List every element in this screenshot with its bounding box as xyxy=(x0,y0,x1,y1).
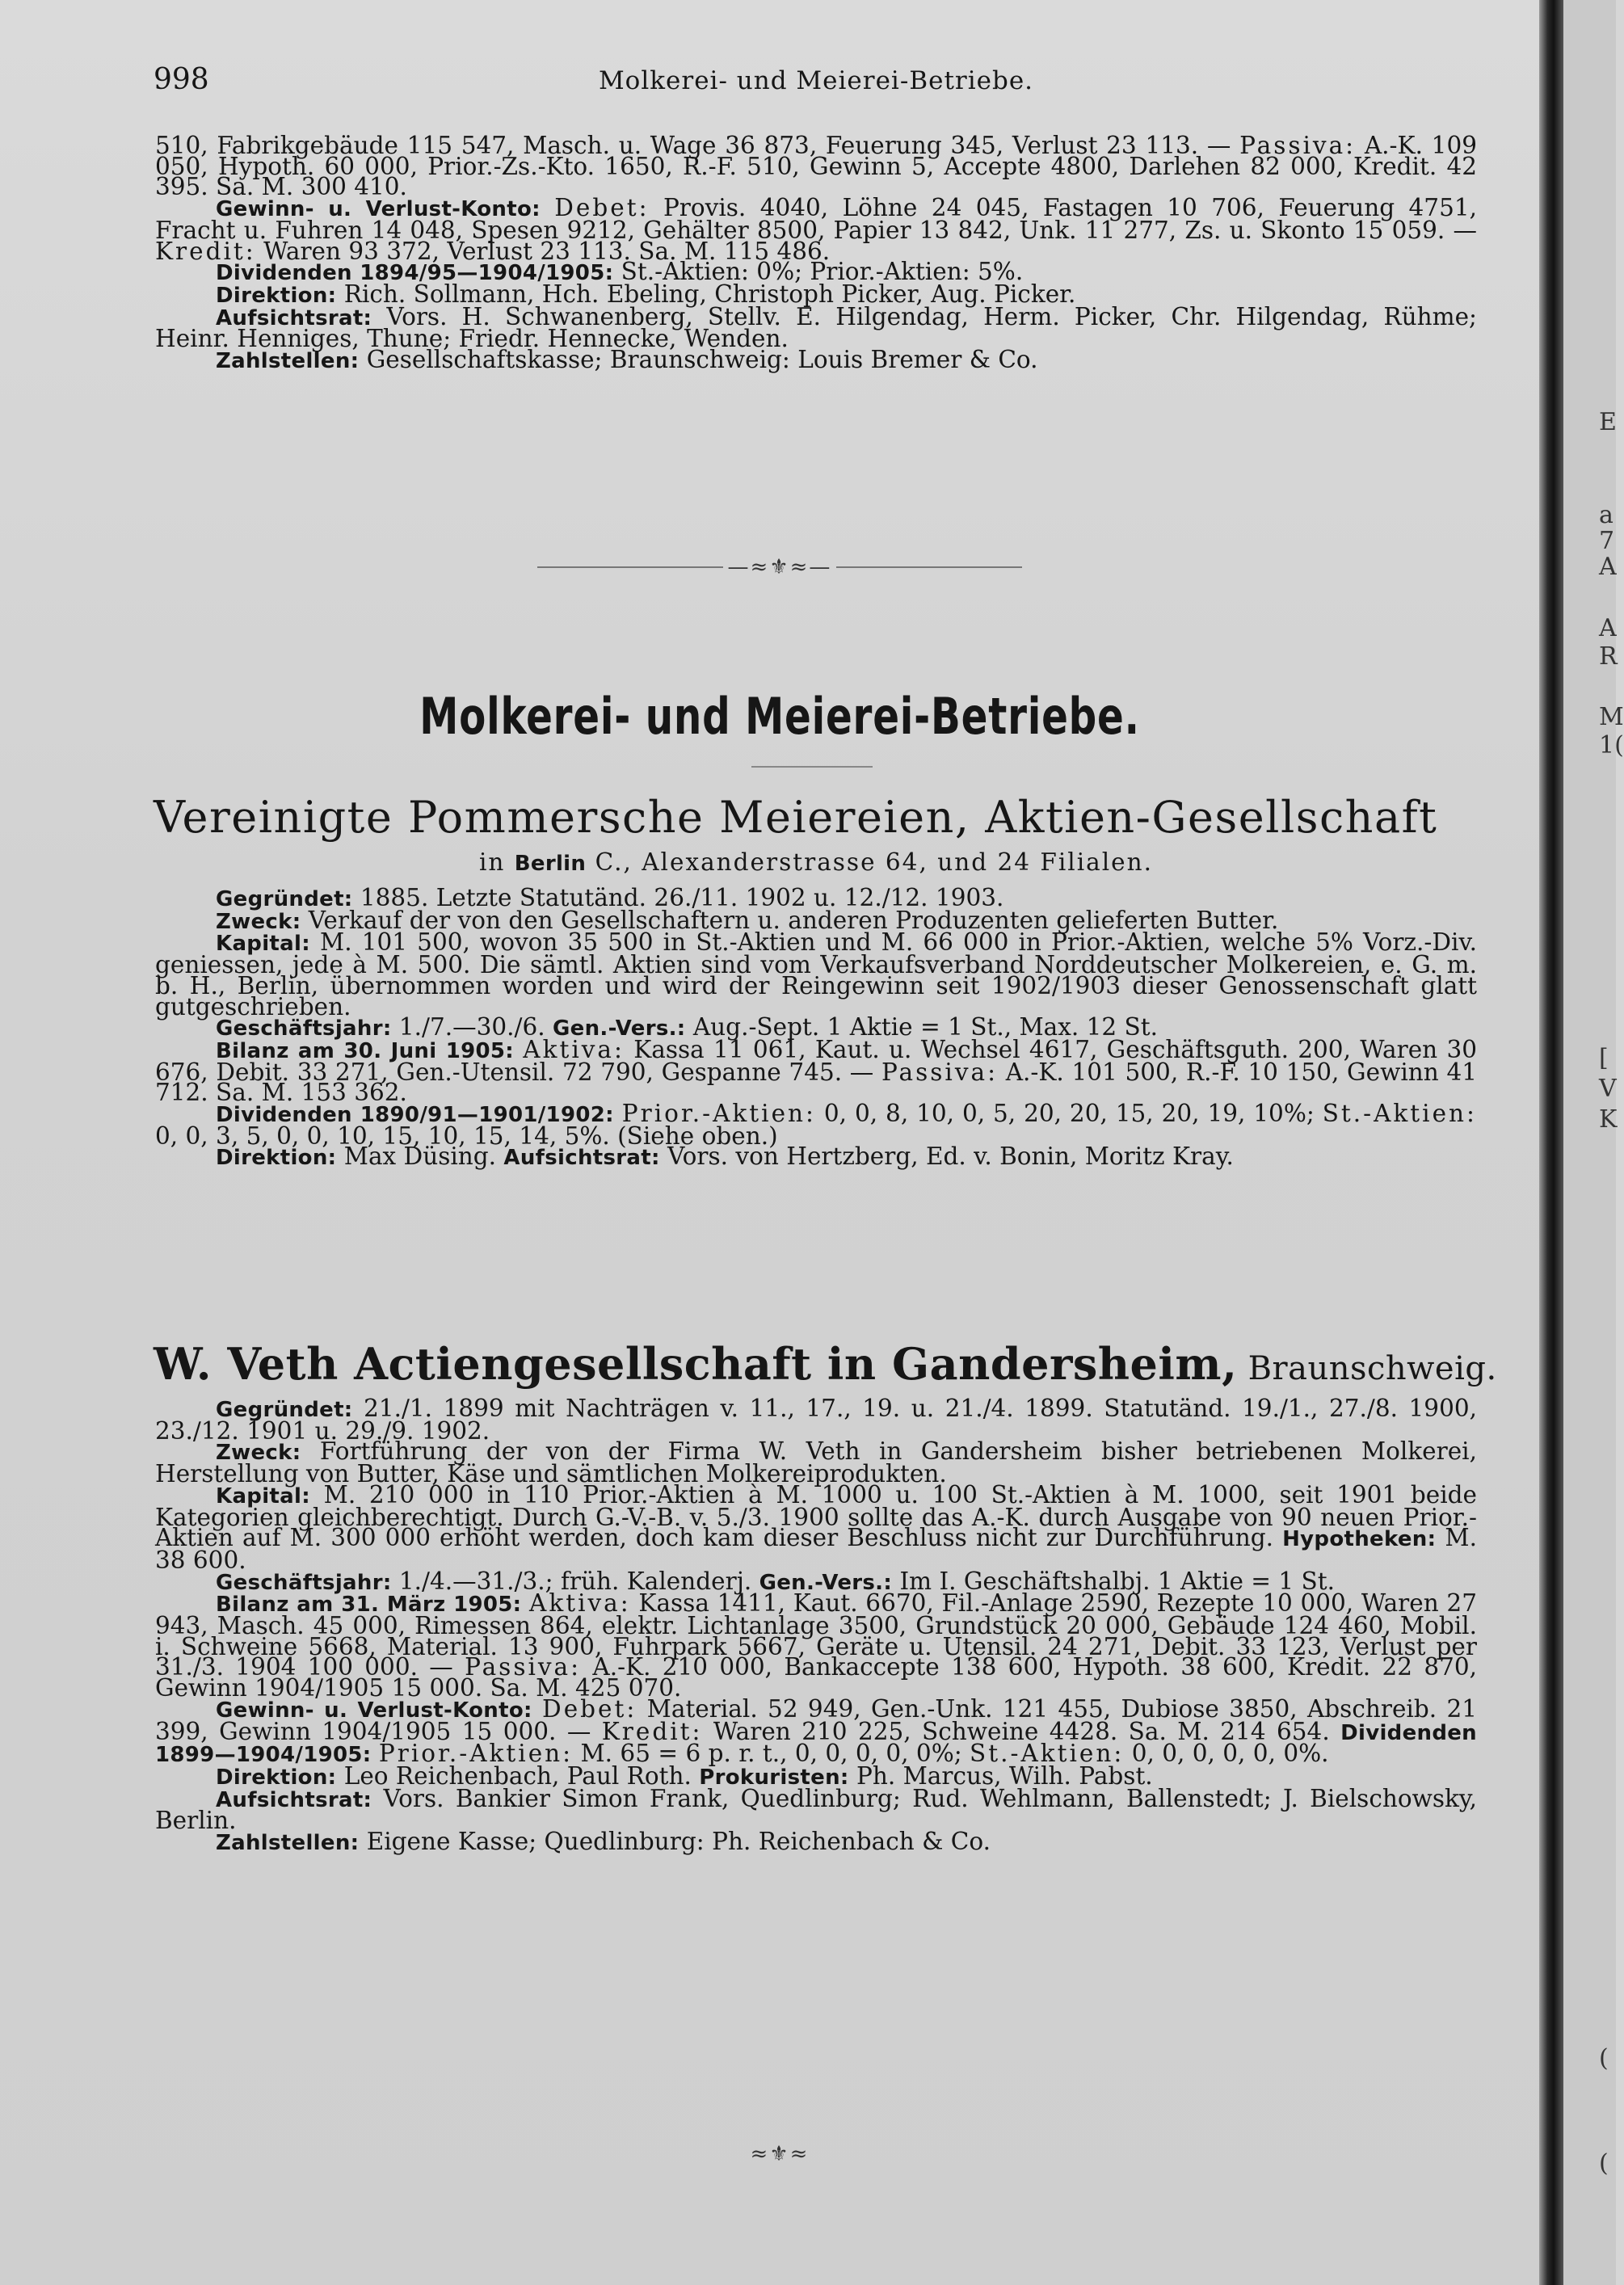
company-1-geschaeftsjahr: Geschäftsjahr: 1./7.—30./6. Gen.-Vers.: Aug.-Sept. 1 Aktie = 1 St., Max. 12 St. xyxy=(216,1013,1158,1042)
top-entry-dividends: Dividenden 1894/95—1904/1905: St.-Aktien: 0%; Prior.-Aktien: 5%. xyxy=(216,258,1024,286)
company-2-direktion: Direktion: Leo Reichenbach, Paul Roth. Prokuristen: Ph. Marcus, Wilh. Pabst. xyxy=(216,1761,1153,1790)
section-rule xyxy=(751,766,873,768)
company-1-direktion: Direktion: Max Düsing. Aufsichtsrat: Vors. von Hertzberg, Ed. v. Bonin, Moritz Kray. xyxy=(216,1142,1234,1171)
ornament-glyph: —≈⚜≈— xyxy=(727,555,832,579)
book-gutter xyxy=(1539,0,1563,2285)
company-2-zahlstellen: Zahlstellen: Eigene Kasse; Quedlinburg: Ph. Reichenbach & Co. xyxy=(216,1828,991,1856)
edge-letter: 1( xyxy=(1599,731,1624,760)
company-2-zweck: Zweck: Fortführung der von der Firma W. Veth in Gandersheim bisher betriebenen Molkerei, Herstellung von Butter, Käse und sämtlichen Molkereiprodukten. xyxy=(155,1437,1477,1488)
company-2-aufsichtsrat: Aufsichtsrat: Vors. Bankier Simon Frank, Quedlinburg; Rud. Wehlmann, Ballenstedt; J. Bielschowsky, Berlin. xyxy=(155,1784,1477,1835)
edge-letter: V xyxy=(1599,1075,1617,1103)
company-2-title: W. Veth Actiengesellschaft in Gandersheim, Braunschweig. xyxy=(154,1338,1497,1390)
page-number: 998 xyxy=(154,63,209,96)
bottom-ornament xyxy=(0,2141,1559,2166)
top-entry-balance: 510, Fabrikgebäude 115 547, Masch. u. Wage 36 873, Feuerung 345, Verlust 23 113. — Passiva: A.-K. 109 050, Hypoth. 60 000, Prior.-Zs.-Kto. 1650, R.-F. 510, Gewinn 5, Accepte 4800, Darlehen 82 000, Kredit. 42 395. Sa. M. 300 410. xyxy=(155,132,1477,201)
company-1-gegruendet: Gegründet: 1885. Letzte Statutänd. 26./11. 1902 u. 12./12. 1903. xyxy=(216,884,1004,911)
company-1-kapital: Kapital: M. 101 500, wovon 35 500 in St.-Aktien und M. 66 000 in Prior.-Aktien, welche 5% Vorz.-Div. geniessen, jede à M. 500. Die sämtl. Aktien sind vom Verkaufsverband Norddeutscher Molkereien, e. G. m. b. H., Berlin, übernommen worden und wird der Reingewinn seit 1902/1903 dieser Genossenschaft glatt gutgeschrieben. xyxy=(155,928,1477,1020)
edge-letter: K xyxy=(1599,1105,1618,1134)
ornament-divider xyxy=(0,554,1559,579)
company-1-dividenden: Dividenden 1890/91—1901/1902: Prior.-Aktien: 0, 0, 8, 10, 0, 5, 20, 20, 15, 20, 19, 10%; St.-Aktien: 0, 0, 3, 5, 0, 0, 10, 15, 10, 15, 14, 5%. (Siehe oben.) xyxy=(155,1100,1477,1150)
company-1-title: Vereinigte Pommersche Meiereien, Aktien-Gesellschaft xyxy=(154,792,1438,843)
company-2-kapital: Kapital: M. 210 000 in 110 Prior.-Aktien à M. 1000 u. 100 St.-Aktien à M. 1000, seit 1901 beide Kategorien gleichberechtigt. Durch G.-V.-B. v. 5./3. 1900 sollte das A.-K. durch Ausgabe von 90 neuen Prior.-Aktien auf M. 300 000 erhöht werden, doch kam dieser Beschluss nicht zur Durchführung. Hypotheken: M. 38 600. xyxy=(155,1480,1477,1574)
company-1-entry xyxy=(155,884,1477,1171)
edge-letter: A xyxy=(1599,614,1617,642)
section-title: Molkerei- und Meierei-Betriebe. xyxy=(419,687,1140,746)
bottom-ornament-glyph: ≈⚜≈ xyxy=(750,2142,810,2166)
ornament-rule-left xyxy=(537,566,723,568)
top-entry-zahlstellen: Zahlstellen: Gesellschaftskasse; Braunschweig: Louis Bremer & Co. xyxy=(216,346,1038,374)
adjacent-page-edge xyxy=(1563,0,1624,2285)
company-1-location: in Berlin C., Alexanderstrasse 64, und 24 Filialen. xyxy=(478,848,1154,876)
company-1-zweck: Zweck: Verkauf der von den Gesellschaftern u. anderen Produzenten gelieferten Butter. xyxy=(216,906,1279,934)
company-2-gegruendet: Gegründet: 21./1. 1899 mit Nachträgen v. 11., 17., 19. u. 21./4. 1899. Statutänd. 19./1., 27./8. 1900, 23./12. 1901 u. 29./9. 1902. xyxy=(155,1395,1477,1445)
company-1-bilanz: Bilanz am 30. Juni 1905: Aktiva: Kassa 11 061, Kaut. u. Wechsel 4617, Geschäftsguth. 200, Waren 30 676, Debit. 33 271, Gen.-Utensil. 72 790, Gespanne 745. — Passiva: A.-K. 101 500, R.-F. 10 150, Gewinn 41 712. Sa. M. 153 362. xyxy=(155,1035,1477,1107)
edge-letter: ( xyxy=(1599,2044,1609,2072)
edge-letter: ( xyxy=(1599,2149,1609,2178)
edge-letter: 7 xyxy=(1599,527,1615,555)
edge-letter: A xyxy=(1599,553,1617,581)
page-header xyxy=(154,63,1479,99)
edge-letter: R xyxy=(1599,642,1618,671)
top-entry xyxy=(155,132,1477,374)
top-entry-direktion: Direktion: Rich. Sollmann, Hch. Ebeling, Christoph Picker, Aug. Picker. xyxy=(216,280,1076,308)
running-title: Molkerei- und Meierei-Betriebe. xyxy=(598,66,1034,95)
company-2-bilanz: Bilanz am 31. März 1905: Aktiva: Kassa 1411, Kaut. 6670, Fil.-Anlage 2590, Rezepte 10 000, Waren 27 943, Masch. 45 000, Rimessen 864, elektr. Lichtanlage 3500, Grundstück 20 000, Gebäude 124 460, Mobil. i. Schweine 5668, Material. 13 900, Fuhrpark 5667, Geräte u. Utensil. 24 271, Debit. 33 123, Verlust per 31./3. 1904 100 000. — Passiva: A.-K. 210 000, Bankaccepte 138 600, Hypoth. 38 600, Kredit. 22 870, Gewinn 1904/1905 15 000. Sa. M. 425 070. xyxy=(155,1589,1478,1702)
top-entry-aufsichtsrat: Aufsichtsrat: Vors. H. Schwanenberg, Stellv. E. Hilgendag, Herm. Picker, Chr. Hilgendag, Rühme; Heinr. Henniges, Thune; Friedr. Hennecke, Wenden. xyxy=(155,302,1477,353)
edge-letter: a xyxy=(1599,501,1613,529)
edge-letter: [ xyxy=(1599,1044,1609,1072)
company-2-entry xyxy=(155,1395,1478,1856)
edge-letter: E xyxy=(1599,408,1617,436)
company-2-gewinn-verlust: Gewinn- u. Verlust-Konto: Debet: Material. 52 949, Gen.-Unk. 121 455, Dubiose 3850, Abschreib. 21 399, Gewinn 1904/1905 15 000. — Kredit: Waren 210 225, Schweine 4428. Sa. M. 214 654. Dividenden 1899—1904/1905: Prior.-Aktien: M. 65 = 6 p. r. t., 0, 0, 0, 0, 0%; St.-Aktien: 0, 0, 0, 0, 0, 0%. xyxy=(155,1694,1477,1768)
edge-letter: M xyxy=(1599,703,1624,731)
company-2-geschaeftsjahr: Geschäftsjahr: 1./4.—31./3.; früh. Kalenderj. Gen.-Vers.: Im I. Geschäftshalbj. 1 Aktie = 1 St. xyxy=(216,1567,1335,1595)
ornament-rule-right xyxy=(836,566,1022,568)
top-entry-gv: Gewinn- u. Verlust-Konto: Debet: Provis. 4040, Löhne 24 045, Fastagen 10 706, Feuerung 4751, Fracht u. Fuhren 14 048, Spesen 9212, Gehälter 8500, Papier 13 842, Unk. 11 277, Zs. u. Skonto 15 059. — Kredit: Waren 93 372, Verlust 23 113. Sa. M. 115 486. xyxy=(155,194,1477,265)
